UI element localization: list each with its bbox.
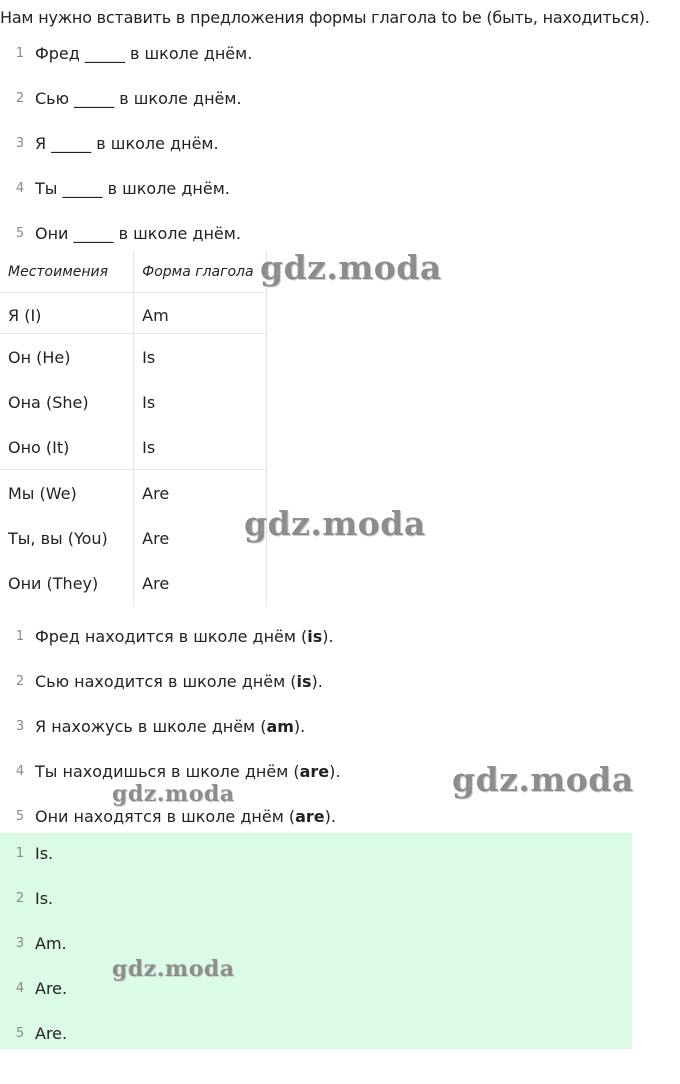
verb-form: Am	[142, 305, 169, 325]
verb-answer: is	[296, 672, 312, 691]
item-number: 5	[15, 1026, 25, 1041]
question-list	[0, 43, 632, 268]
watermark: gdz.moda	[244, 504, 426, 543]
answer-box	[0, 833, 632, 1049]
item-text: Is.	[35, 844, 54, 863]
list-item	[0, 716, 632, 761]
pronoun: Ты, вы (You)	[8, 528, 108, 548]
item-text: Ты находишься в школе днём (are).	[35, 762, 341, 781]
item-number: 3	[15, 136, 25, 151]
list-item	[0, 843, 632, 888]
pronoun: Он (He)	[8, 347, 71, 367]
list-item	[0, 888, 632, 933]
watermark: gdz.moda	[260, 248, 442, 287]
table-row	[0, 333, 267, 469]
pronoun: Я (I)	[8, 305, 42, 325]
pronoun: Оно (It)	[8, 437, 70, 457]
pronoun: Мы (We)	[8, 483, 77, 503]
pronoun-verb-table	[0, 252, 267, 605]
item-number: 2	[15, 91, 25, 106]
list-item	[0, 178, 632, 223]
verb-form: Are	[142, 573, 170, 593]
item-number: 2	[15, 674, 25, 689]
item-number: 4	[15, 981, 25, 996]
table-header-row	[0, 252, 267, 292]
column-header-verb-form: Форма глагола	[134, 252, 267, 292]
verb-answer: are	[299, 762, 330, 781]
verb-answer: are	[295, 807, 325, 826]
pronoun-cell	[0, 469, 134, 605]
verb-form: Are	[142, 528, 170, 548]
verb-answer: am	[266, 717, 294, 736]
verb-form: Is	[142, 347, 156, 367]
list-item	[0, 671, 632, 716]
item-number: 1	[15, 46, 25, 61]
list-item	[0, 133, 632, 178]
pronoun-cell	[0, 333, 134, 469]
item-number: 4	[15, 764, 25, 779]
item-text: Я _____ в школе днём.	[35, 134, 219, 153]
item-text: Am.	[35, 934, 67, 953]
list-item	[0, 43, 632, 88]
watermark: gdz.moda	[452, 760, 634, 799]
column-header-pronouns: Местоимения	[0, 252, 134, 292]
watermark: gdz.moda	[112, 956, 235, 982]
pronoun-cell	[0, 292, 134, 333]
item-text: Они находятся в школе днём (are).	[35, 807, 336, 826]
pronoun: Они (They)	[8, 573, 99, 593]
list-item	[0, 626, 632, 671]
table-row	[0, 469, 267, 605]
verb-form: Is	[142, 437, 156, 457]
watermark: gdz.moda	[112, 781, 235, 807]
verb-form: Is	[142, 392, 156, 412]
item-number: 1	[15, 846, 25, 861]
item-number: 3	[15, 719, 25, 734]
solution-list	[0, 626, 632, 851]
list-item	[0, 1023, 632, 1068]
item-text: Ты _____ в школе днём.	[35, 179, 230, 198]
verb-form-cell	[134, 333, 267, 469]
verb-form: Are	[142, 483, 170, 503]
item-text: Фред _____ в школе днём.	[35, 44, 253, 63]
item-number: 2	[15, 891, 25, 906]
verb-answer: is	[307, 627, 323, 646]
item-number: 3	[15, 936, 25, 951]
item-text: Сью _____ в школе днём.	[35, 89, 242, 108]
item-text: Are.	[35, 979, 68, 998]
item-number: 5	[15, 226, 25, 241]
item-text: Фред находится в школе днём (is).	[35, 627, 334, 646]
item-text: Они _____ в школе днём.	[35, 224, 241, 243]
item-number: 5	[15, 809, 25, 824]
item-text: Are.	[35, 1024, 68, 1043]
item-text: Сью находится в школе днём (is).	[35, 672, 323, 691]
task-intro: Нам нужно вставить в предложения формы глагола to be (быть, находиться).	[0, 8, 650, 27]
list-item	[0, 88, 632, 133]
table-row	[0, 292, 267, 333]
list-item	[0, 933, 632, 978]
item-number: 4	[15, 181, 25, 196]
list-item	[0, 978, 632, 1023]
pronoun: Она (She)	[8, 392, 89, 412]
item-text: Is.	[35, 889, 54, 908]
item-text: Я нахожусь в школе днём (am).	[35, 717, 306, 736]
verb-form-cell	[134, 292, 267, 333]
item-number: 1	[15, 629, 25, 644]
